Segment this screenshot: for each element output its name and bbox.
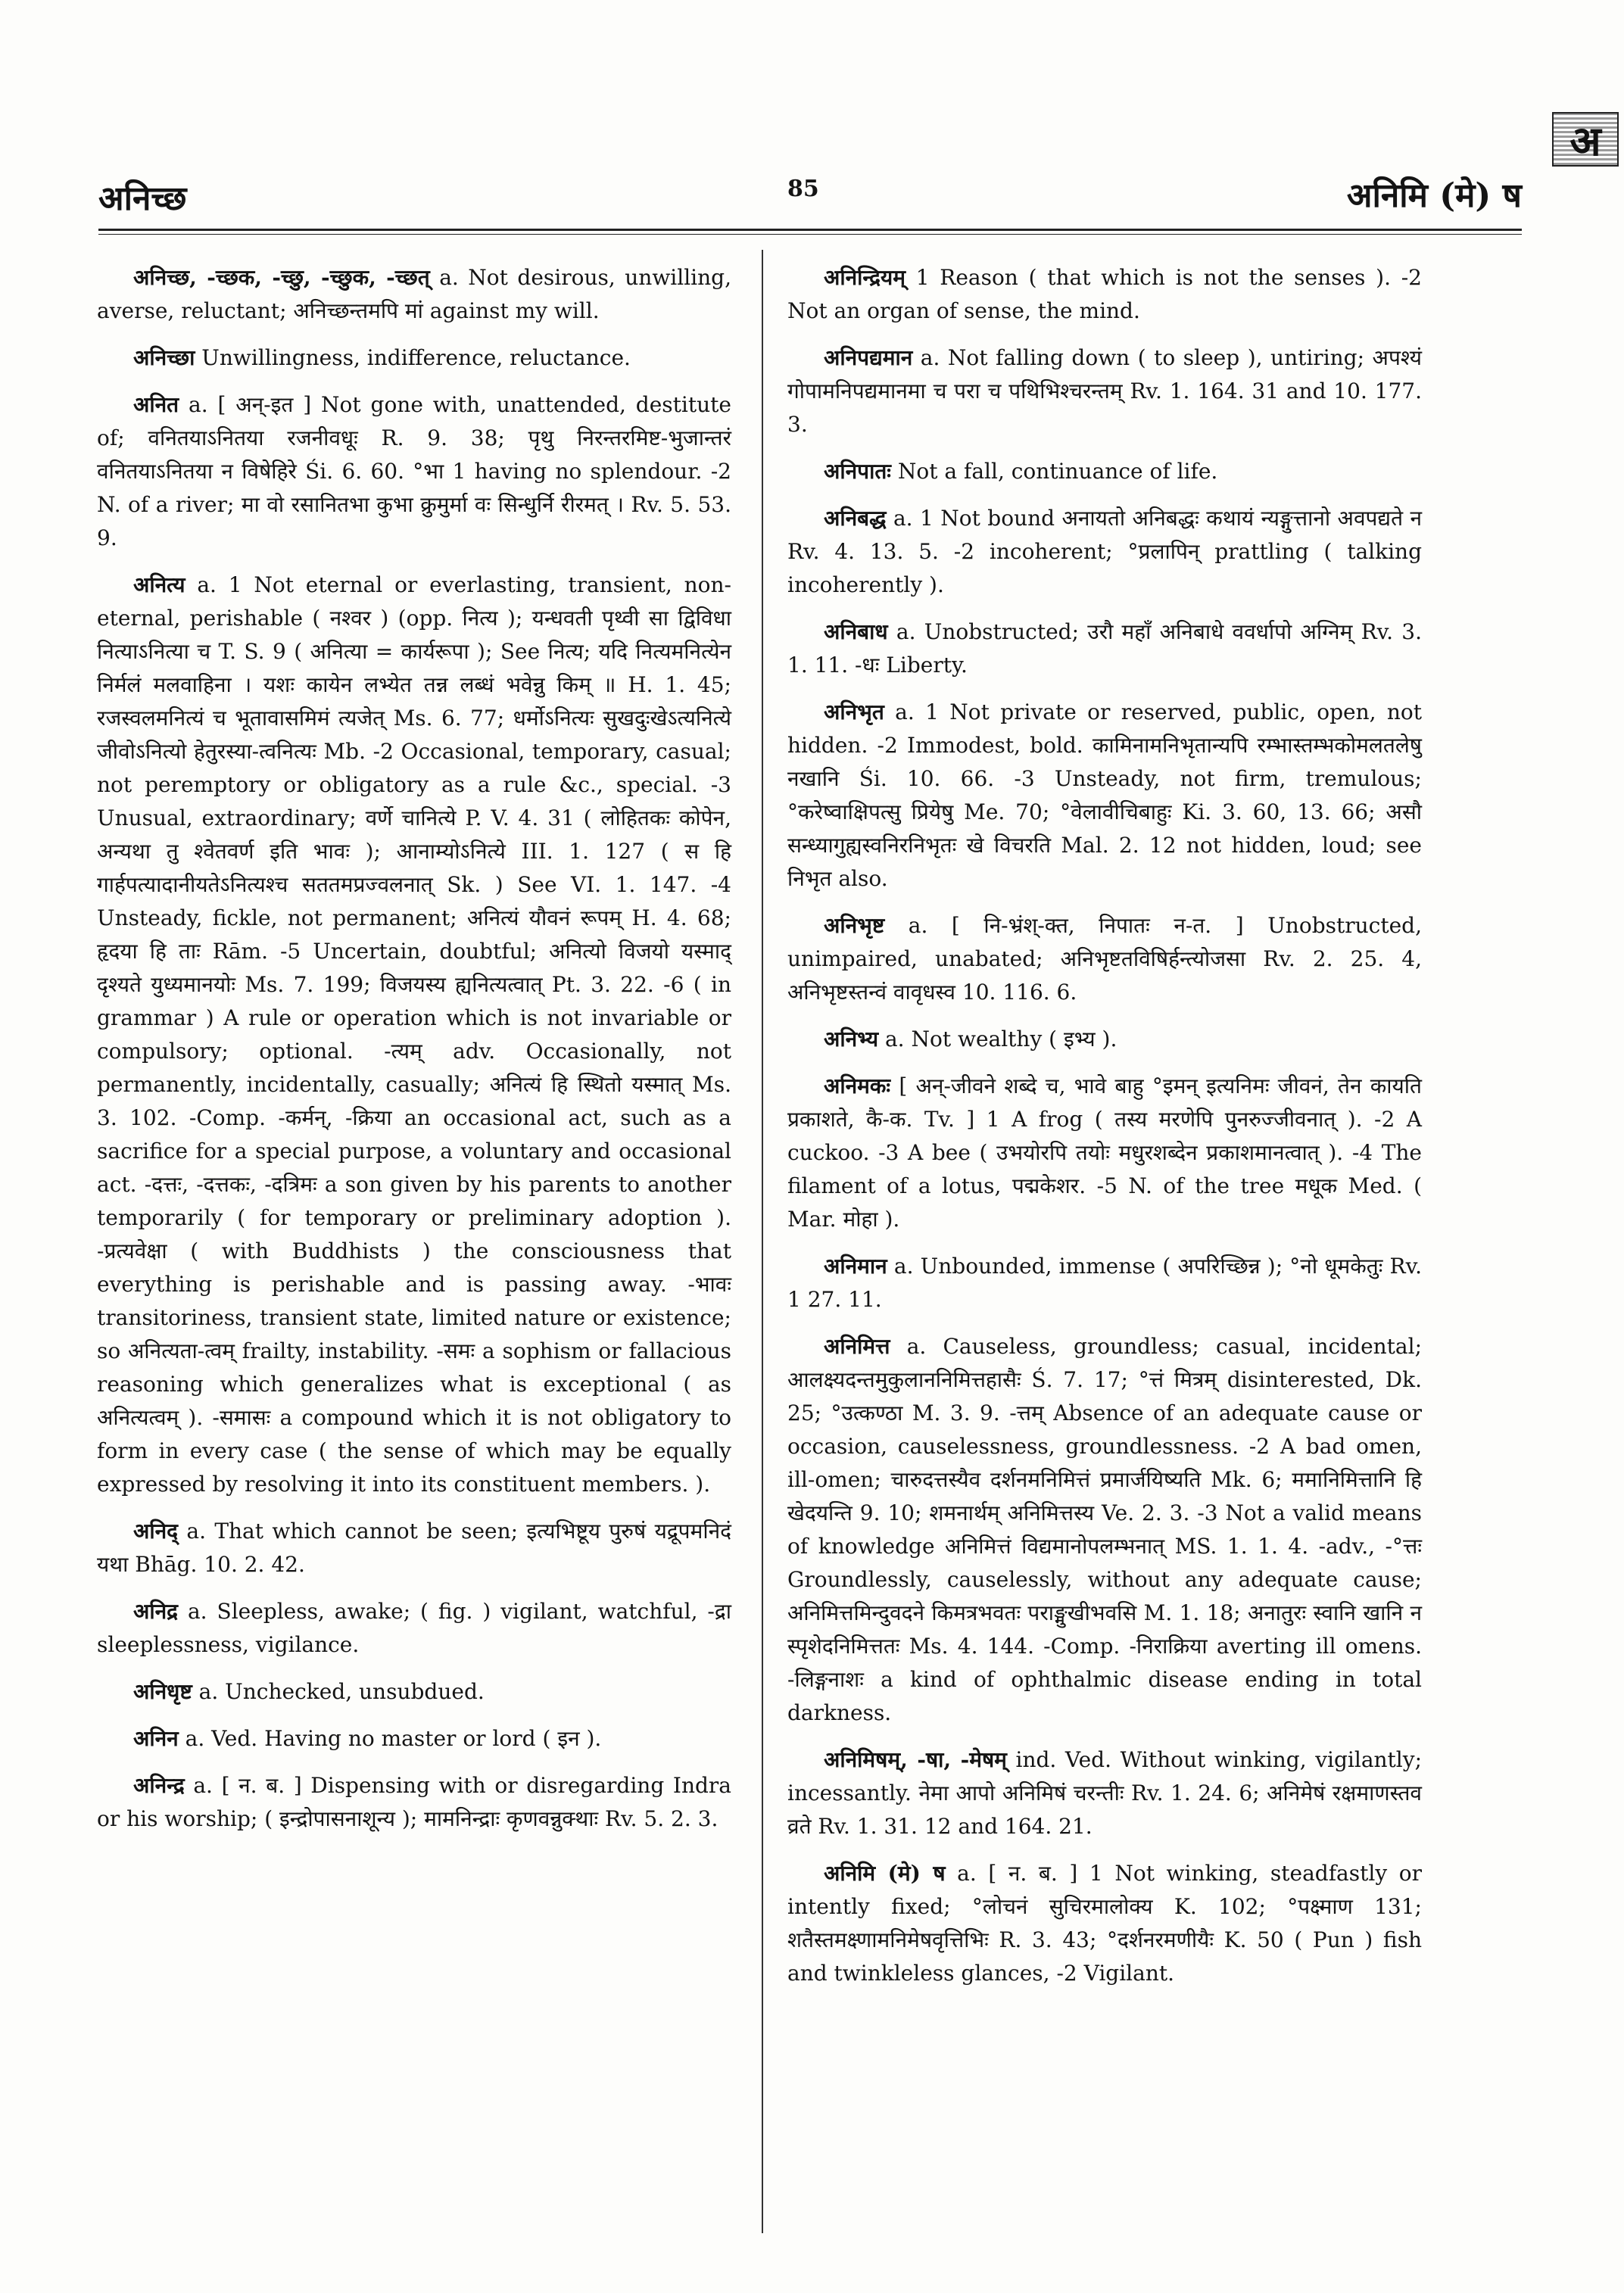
entry-definition: a. Unbounded, immense ( अपरिच्छिन्न ); °नो धूमकेतुः Rv. 1 27. 11. — [787, 1254, 1422, 1312]
entry-headword: अनिच्छ, -च्छक, -च्छु, -च्छुक, -च्छत् — [133, 265, 430, 290]
entry-definition: a. [ अन्-इत ] Not gone with, unattended, destitute of; वनितयाऽनितया रजनीवधूः R. 9. 38; पृथु निरन्तरमिष्ट-भुजान्तरं वनितयाऽनितया न विषेहिरे Śi. 6. 60. °भा 1 having no splendour. -2 N. of a river; मा वो रसानितभा कुभा क्रुमुर्मा वः सिन्धुर्नि रीरमत् । Rv. 5. 53. 9. — [97, 392, 731, 550]
entry-definition: a. [ न. ब. ] Dispensing with or disregarding Indra or his worship; ( इन्द्रोपासनाशून्य ); मामनिन्द्राः कृणवन्नुक्थाः Rv. 5. 2. 3. — [97, 1773, 731, 1831]
dictionary-entry — [787, 1023, 1422, 1056]
entry-definition: a. That which cannot be seen; इत्यभिष्टूय पुरुषं यद्रूपमनिदं यथा Bhāg. 10. 2. 42. — [97, 1519, 731, 1577]
entry-definition: a. Sleepless, awake; ( fig. ) vigilant, watchful, -द्रा sleeplessness, vigilance. — [97, 1599, 731, 1657]
entry-headword: अनिमित्त — [824, 1334, 890, 1359]
entry-definition: a. [ न. ब. ] 1 Not winking, steadfastly or intently fixed; °लोचनं सुचिरमालोक्य K. 102; °पक्ष्माण 131; शतैस्तमक्ष्णामनिमेषवृत्तिभिः R. 3. 43; °दर्शनरमणीयैः K. 50 ( Pun ) fish and twinkleless glances, -2 Vigilant. — [787, 1861, 1422, 1986]
entry-definition: a. Causeless, groundless; casual, incidental; आलक्ष्यदन्तमुकुलाननिमित्तहासैः Ś. 7. 17; °त्तं मित्रम् disinterested, Dk. 25; °उत्कण्ठा M. 3. 9. -त्तम् Absence of an adequate cause or occasion, causelessness, groundlessness. -2 A bad omen, ill-omen; चारुदत्तस्यैव दर्शनमनिमित्तं प्रमार्जयिष्यति Mk. 6; ममानिमित्तानि हि खेदयन्ति 9. 10; शमनार्थम् अनिमित्तस्य Ve. 2. 3. -3 Not a valid means of knowledge अनिमित्तं विद्यमानोपलम्भनात् MS. 1. 1. 4. -adv., -°त्तः Groundlessly, causelessly, without any adequate cause; अनिमित्तमिन्दुवदने किमत्रभवतः पराङ्मुखीभवसि M. 1. 18; अनातुरः स्वानि खानि न स्पृशेदनिमित्ततः Ms. 4. 144. -Comp. -निराक्रिया averting ill omens. -लिङ्गनाशः a kind of ophthalmic disease ending in total darkness. — [787, 1334, 1422, 1725]
entry-definition: [ अन्-जीवने शब्दे च, भावे बाहु °इमन् इत्यनिमः जीवनं, तेन कायति प्रकाशते, कै-क. Tv. ] 1 A frog ( तस्य मरणेपि पुनरुज्जीवनात् ). -2 A cuckoo. -3 A bee ( उभयोरपि तयोः मधुरशब्देन प्रकाशमानत्वात् ). -4 The filament of a lotus, पद्मकेशर. -5 N. of the tree मधूक Med. ( Mar. मोहा ). — [787, 1073, 1422, 1232]
column-divider — [762, 250, 763, 2233]
entry-headword: अनित — [133, 392, 179, 417]
entry-headword: अनिन्द्रियम् — [824, 265, 906, 290]
entry-headword: अनिपद्यमान — [824, 345, 913, 370]
dictionary-entry — [97, 1722, 731, 1756]
entry-definition: a. Unobstructed; उरौ महाँ अनिबाधे ववर्धापो अग्निम् Rv. 3. 1. 11. -धः Liberty. — [787, 619, 1422, 678]
dictionary-entry — [97, 261, 731, 328]
entry-headword: अनिभ्य — [824, 1027, 879, 1051]
dictionary-entry — [97, 1515, 731, 1581]
entry-headword: अनिभृष्ट — [824, 913, 885, 938]
entry-definition: 1 Reason ( that which is not the senses ). -2 Not an organ of sense, the mind. — [787, 265, 1422, 323]
dictionary-entry — [787, 1250, 1422, 1316]
entry-headword: अनिद् — [133, 1519, 179, 1544]
dictionary-entry — [787, 1330, 1422, 1730]
entry-definition: a. [ नि-भ्रंश्-क्त, निपातः न-त. ] Unobstructed, unimpaired, unabated; अनिभृष्टतविषिर्हन्त्योजसा Rv. 2. 25. 4, अनिभृष्टस्तन्वं वावृधस्व 10. 116. 6. — [787, 913, 1422, 1005]
dictionary-entry — [97, 569, 731, 1501]
page-number: 85 — [787, 176, 819, 202]
dictionary-entry — [97, 388, 731, 555]
dictionary-entry — [97, 341, 731, 375]
thumb-index-tab — [1552, 112, 1619, 167]
dictionary-entry — [787, 455, 1422, 488]
entry-definition: a. Not wealthy ( इभ्य ). — [878, 1027, 1117, 1051]
entry-headword: अनिद्र — [133, 1599, 179, 1624]
dictionary-entry — [97, 1675, 731, 1709]
left-column — [97, 261, 731, 1849]
right-column — [787, 261, 1422, 2004]
dictionary-entry — [787, 696, 1422, 896]
dictionary-entry — [97, 1595, 731, 1662]
entry-definition: a. 1 Not private or reserved, public, open, not hidden. -2 Immodest, bold. कामिनामनिभृतान्यपि रम्भास्तम्भकोमलतलेषु नखानि Śi. 10. 66. -3 Unsteady, not firm, tremulous; °करेष्वाक्षिपत्सु प्रियेषु Me. 70; °वेलावीचिबाहुः Ki. 3. 60, 13. 66; असौ सन्ध्यागुह्यस्वनिरनिभृतः खे विचरति Mal. 2. 12 not hidden, loud; see निभृत also. — [787, 699, 1422, 891]
entry-headword: अनिन्द्र — [133, 1773, 185, 1798]
dictionary-entry — [787, 502, 1422, 602]
header-rule-thin — [98, 234, 1522, 235]
entry-headword: अनिमि (मे) ष — [824, 1861, 946, 1886]
dictionary-entry — [787, 341, 1422, 441]
dictionary-entry — [787, 261, 1422, 328]
thumb-index-letter: अ — [1554, 114, 1617, 165]
entry-headword: अनिबद्ध — [824, 506, 887, 531]
dictionary-entry — [787, 615, 1422, 682]
entry-definition: Unwillingness, indifference, reluctance. — [195, 345, 631, 370]
dictionary-entry — [787, 1743, 1422, 1843]
entry-definition: a. 1 Not eternal or everlasting, transient, non-eternal, perishable ( नश्वर ) (opp. नित्य ); यन्धवती पृथ्वी सा द्विविधा नित्याऽनित्या च T. S. 9 ( अनित्या = कार्यरूपा ); See नित्य; यदि नित्यमनित्येन निर्मलं मलवाहिना । यशः कायेन लभ्येत तन्न लब्धं भवेन्नु किम् ॥ H. 1. 45; रजस्वलमनित्यं च भूतावासमिमं त्यजेत् Ms. 6. 77; धर्मोऽनित्यः सुखदुःखेऽत्यनित्ये जीवोऽनित्यो हेतुरस्या-त्वनित्यः Mb. -2 Occasional, temporary, casual; not peremptory or obligatory as a rule &c., special. -3 Unusual, extraordinary; वर्णे चानित्ये P. V. 4. 31 ( लोहितकः कोपेन, अन्यथा तु श्वेतवर्ण इति भावः ); आनाम्योऽनित्ये III. 1. 127 ( स हि गार्हपत्यादानीयतेऽनित्यश्च सततमप्रज्वलनात् Sk. ) See VI. 1. 147. -4 Unsteady, fickle, not permanent; अनित्यं यौवनं रूपम् H. 4. 68; हृदया हि ताः Rām. -5 Uncertain, doubtful; अनित्यो विजयो यस्माद् दृश्यते युध्यमानयोः Ms. 7. 199; विजयस्य ह्यनित्यत्वात् Pt. 3. 22. -6 ( in grammar ) A rule or operation which is not invariable or compulsory; optional. -त्यम् adv. Occasionally, not permanently, incidentally, casually; अनित्यं हि स्थितो यस्मात् Ms. 3. 102. -Comp. -कर्मन्, -क्रिया an occasional act, such as a sacrifice for a special purpose, a voluntary and occasional act. -दत्तः, -दत्तकः, -दत्रिमः a son given by his parents to another temporarily ( for temporary or preliminary adoption ). -प्रत्यवेक्षा ( with Buddhists ) the consciousness that everything is perishable and is passing away. -भावः transitoriness, transient state, limited nature or existence; so अनित्यता-त्वम् frailty, instability. -समः a sophism or fallacious reasoning which generalizes what is exceptional ( as अनित्यत्वम् ). -समासः a compound which it is not obligatory to form in every case ( the sense of which may be equally expressed by resolving it into its constituent members. ). — [97, 572, 731, 1497]
right-running-headword: अनिमि (मे) ष — [1346, 176, 1522, 215]
entry-definition: a. Not falling down ( to sleep ), untiring; अपश्यं गोपामनिपद्यमानमा च परा च पथिभिश्चरन्तम् Rv. 1. 164. 31 and 10. 177. 3. — [787, 345, 1422, 437]
dictionary-entry — [787, 1070, 1422, 1236]
entry-headword: अनिधृष्ट — [133, 1679, 192, 1704]
entry-headword: अनिमान — [824, 1254, 887, 1279]
entry-definition: a. Not desirous, unwilling, averse, reluctant; अनिच्छन्तमपि मां against my will. — [97, 265, 731, 323]
entry-headword: अनिच्छा — [133, 345, 195, 370]
entry-definition: a. Unchecked, unsubdued. — [192, 1679, 485, 1704]
entry-headword: अनिपातः — [824, 459, 891, 484]
dictionary-entry — [97, 1769, 731, 1836]
entry-headword: अनिमिषम्, -षा, -मेषम् — [824, 1747, 1007, 1772]
entry-definition: a. Ved. Having no master or lord ( इन ). — [178, 1726, 602, 1751]
dictionary-entry — [787, 909, 1422, 1009]
entry-headword: अनिमकः — [824, 1073, 891, 1098]
entry-definition: ind. Ved. Without winking, vigilantly; incessantly. नेमा आपो अनिमिषं चरन्तीः Rv. 1. 24. 6; अनिमेषं रक्षमाणस्तव व्रते Rv. 1. 31. 12 and 164. 21. — [787, 1747, 1423, 1839]
entry-definition: a. 1 Not bound अनायतो अनिबद्धः कथायं न्यङ्गुत्तानो अवपद्यते न Rv. 4. 13. 5. -2 incoherent; °प्रलापिन् prattling ( talking incoherently ). — [787, 506, 1422, 597]
entry-headword: अनिबाध — [824, 619, 888, 644]
entry-definition: Not a fall, continuance of life. — [890, 459, 1218, 484]
left-running-headword: अनिच्छ — [98, 179, 187, 218]
entry-headword: अनिभृत — [824, 699, 884, 724]
entry-headword: अनित्य — [133, 572, 185, 597]
header-rule — [98, 229, 1522, 231]
dictionary-entry — [787, 1857, 1422, 1990]
entry-headword: अनिन — [133, 1726, 179, 1751]
